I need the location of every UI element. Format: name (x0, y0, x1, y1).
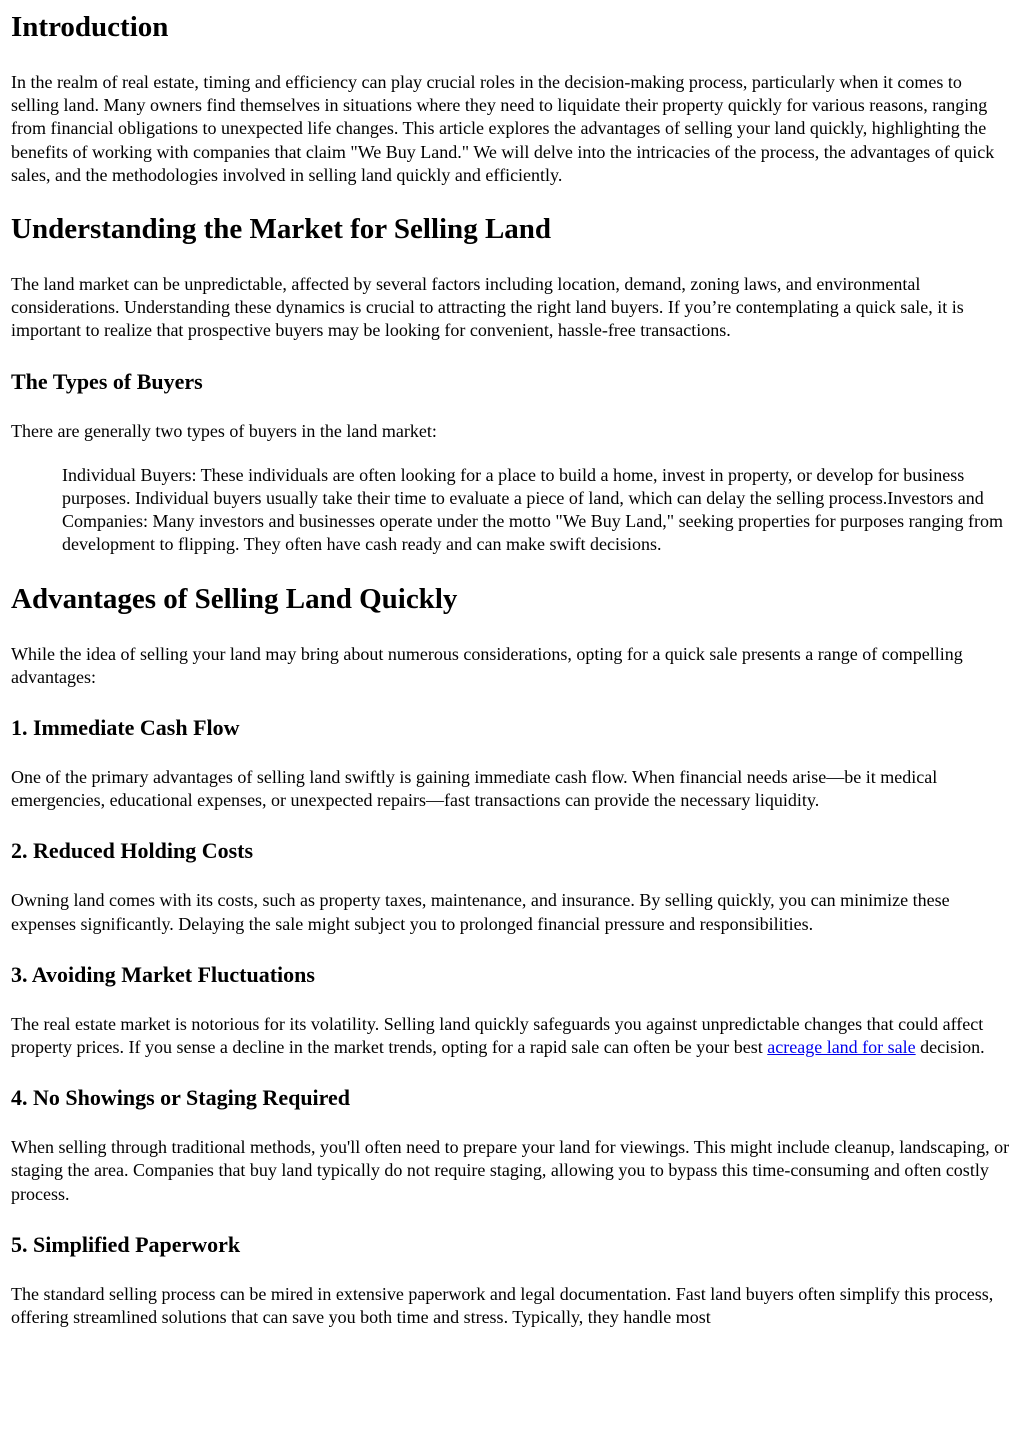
paragraph-no-showings: When selling through traditional methods, you'll often need to prepare your land for viewings. This might include cleanup, landscaping, or staging the area. Companies that buy land typically do not require staging, allowing you to bypass this time-consuming and often costly process. (11, 1137, 1010, 1204)
heading-avoiding-market-fluctuations: 3. Avoiding Market Fluctuations (11, 961, 315, 987)
buyers-blockquote: Individual Buyers: These individuals are often looking for a place to build a home, invest in property, or develop for business purposes. Individual buyers usually take their time to evaluate a piece of land, which can delay the selling process.Investors and Companies: Many investors and businesses operate under the motto "We Buy Land," seeking properties for purposes ranging from development to flipping. They often have cash ready and can make swift decisions. (62, 464, 1004, 555)
acreage-land-link[interactable]: acreage land for sale (767, 1037, 916, 1058)
paragraph-avoiding-market-fluctuations (11, 1013, 1013, 1059)
heading-simplified-paperwork: 5. Simplified Paperwork (11, 1231, 241, 1257)
heading-types-of-buyers: The Types of Buyers (11, 368, 203, 394)
paragraph-types-of-buyers: There are generally two types of buyers in the land market: (11, 420, 437, 441)
paragraph-simplified-paperwork: The standard selling process can be mired in extensive paperwork and legal documentation. Fast land buyers often simplify this process, offering streamlined solutions that can save you both time and stress. Typically, they handle most (11, 1283, 994, 1328)
heading-advantages: Advantages of Selling Land Quickly (11, 582, 458, 615)
paragraph-advantages: While the idea of selling your land may bring about numerous considerations, opting for a quick sale presents a range of compelling advantages: (11, 643, 963, 687)
heading-introduction: Introduction (11, 11, 169, 43)
paragraph-reduced-holding-costs: Owning land comes with its costs, such as property taxes, maintenance, and insurance. By selling quickly, you can minimize these expenses significantly. Delaying the sale might subject you to prolonged financial pressure and responsibilities. (11, 890, 950, 934)
paragraph-immediate-cash-flow: One of the primary advantages of selling land swiftly is gaining immediate cash flow. When financial needs arise—be it medical emergencies, educational expenses, or unexpected repairs—fast transactions can provide the necessary liquidity. (11, 767, 938, 811)
heading-understanding-market: Understanding the Market for Selling Land (11, 213, 552, 246)
paragraph-text-before-link: The real estate market is notorious for its volatility. Selling land quickly safeguards you against unpredictable changes that could affect property prices. If you sense a decline in the market trends, opting for a rapid sale can often be your best (11, 1013, 984, 1058)
paragraph-market: The land market can be unpredictable, affected by several factors including location, demand, zoning laws, and environmental considerations. Understanding these dynamics is crucial to attracting the right land buyers. If you’re contemplating a quick sale, it is important to realize that prospective buyers may be looking for convenient, hassle-free transactions. (11, 274, 964, 341)
heading-immediate-cash-flow: 1. Immediate Cash Flow (11, 715, 240, 741)
paragraph-text-after-link: decision. (915, 1037, 985, 1058)
heading-reduced-holding-costs: 2. Reduced Holding Costs (11, 838, 254, 864)
heading-no-showings: 4. No Showings or Staging Required (11, 1085, 351, 1111)
paragraph-introduction: In the realm of real estate, timing and efficiency can play crucial roles in the decision-making process, particularly when it comes to selling land. Many owners find themselves in situations where they need to liquidate their property quickly for various reasons, ranging from financial obligations to unexpected life changes. This article explores the advantages of selling your land quickly, highlighting the benefits of working with companies that claim "We Buy Land." We will delve into the intricacies of the process, the advantages of quick sales, and the methodologies involved in selling land quickly and efficiently. (11, 72, 995, 185)
